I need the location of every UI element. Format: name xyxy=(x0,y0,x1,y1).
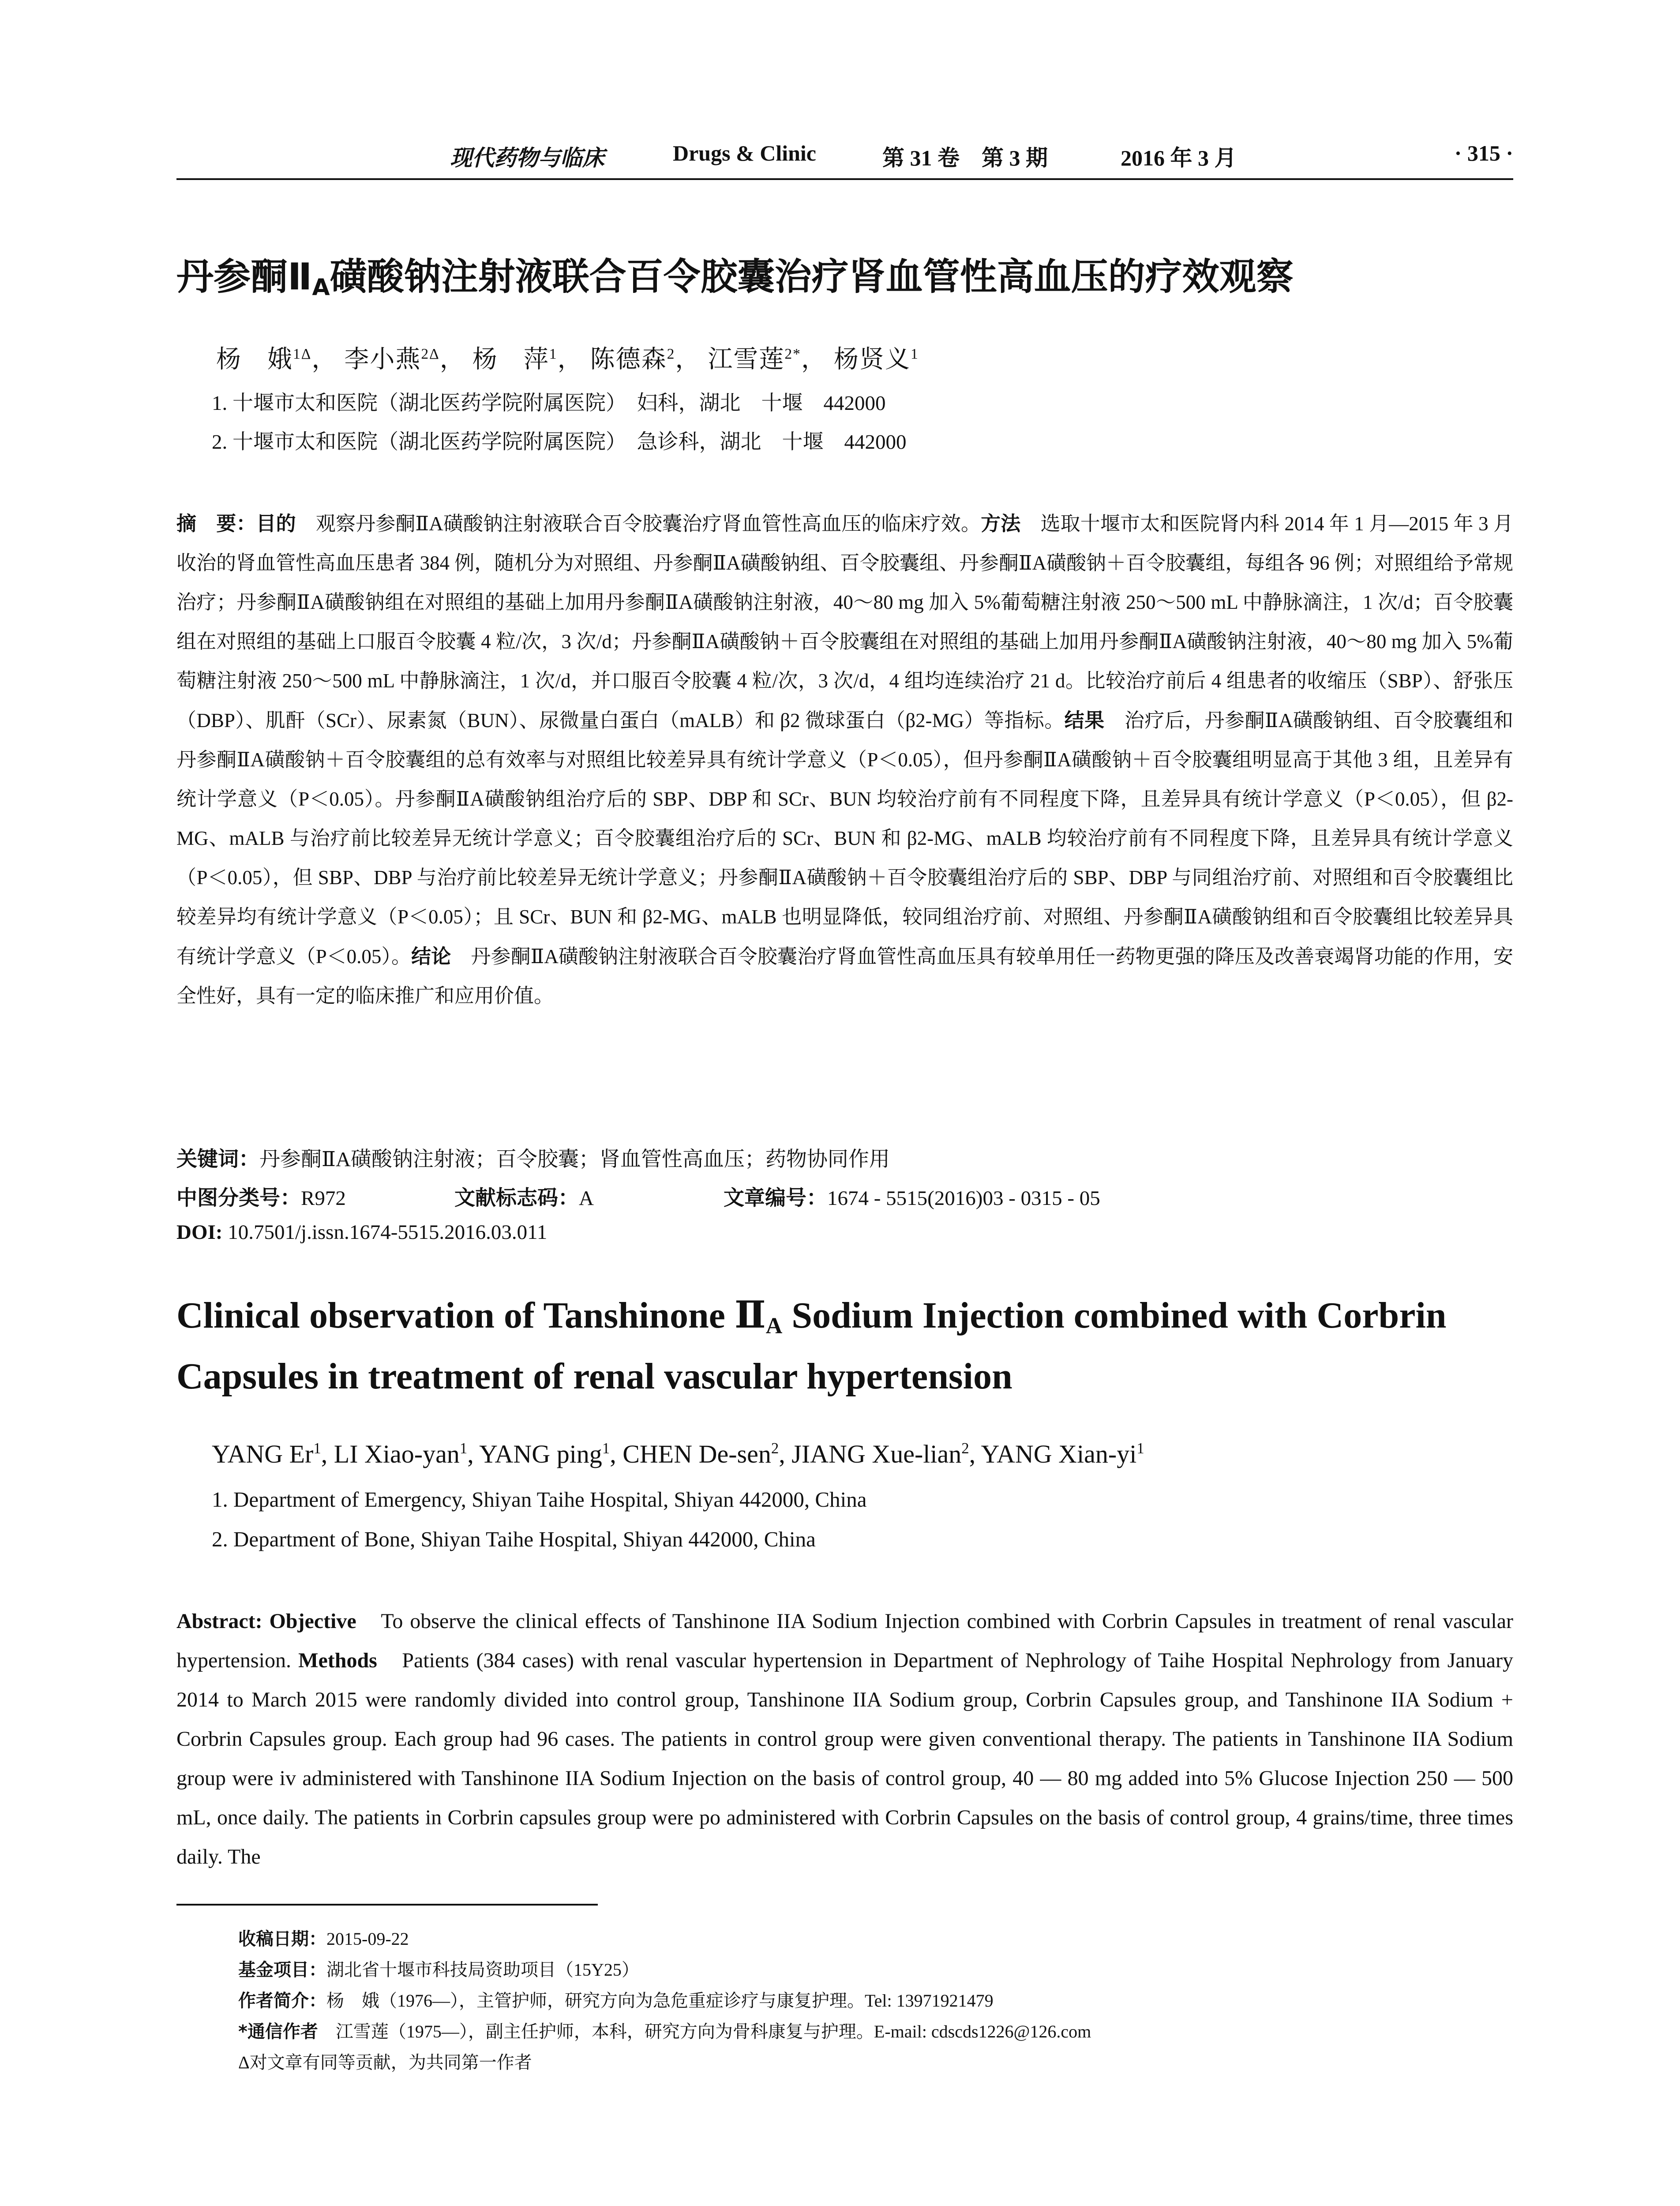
affiliation-cn-1: 1. 十堰市太和医院（湖北医药学院附属医院） 妇科，湖北 十堰 442000 xyxy=(212,392,886,415)
journal-name-en: Drugs & Clinic xyxy=(673,141,816,165)
abstract-en: Abstract: Objective To observe the clinical effects of Tanshinone IIA Sodium Injection combined with Corbrin Capsules in treatment of renal vascular hypertension. Methods Patients (384 cases) with renal vascular hypertension in Department of Nephrology of Taihe Hospital Nephrology from January 2014 to March 2015 were randomly divided into control group, Tanshinone IIA Sodium group, Corbrin Capsules group, and Tanshinone IIA Sodium + Corbrin Capsules group. Each group had 96 cases. The patients in control group were given conventional therapy. The patients in Tanshinone IIA Sodium group were iv administered with Tanshinone IIA Sodium Injection on the basis of control group, 40 — 80 mg added into 5% Glucose Injection 250 — 500 mL, once daily. The patients in Corbrin capsules group were po administered with Corbrin Capsules on the basis of control group, 4 grains/time, three times daily. The xyxy=(176,1609,1514,1868)
doi-line: DOI: 10.7501/j.issn.1674-5515.2016.03.011 xyxy=(176,1221,548,1244)
header-rule xyxy=(176,178,1513,180)
issue-date: 2016 年 3 月 xyxy=(1121,146,1237,170)
footnotes xyxy=(238,1924,1091,2078)
authors-cn: 杨 娥$^{1\Delta}$， 李小燕$^{2\Delta}$， 杨 萍$^1$， 陈德森$^2$， 江雪莲$^{2*}$， 杨贤义$^1$ xyxy=(216,345,919,373)
volume-issue: 第 31 卷 第 3 期 xyxy=(882,146,1048,170)
keywords-cn: 关键词：丹参酮ⅡA磺酸钠注射液；百令胶囊；肾血管性高血压；药物协同作用 xyxy=(176,1147,890,1171)
footnote-author: 作者简介：杨 娥（1976—），主管护师，研究方向为急危重症诊疗与康复护理。Tel: 13971921479 xyxy=(238,1991,994,2011)
footnote-received: 收稿日期：2015-09-22 xyxy=(238,1929,409,1949)
page-number: · 315 · xyxy=(1454,141,1513,165)
abstract-cn: 摘 要：目的 观察丹参酮ⅡA磺酸钠注射液联合百令胶囊治疗肾血管性高血压的临床疗效。方法 选取十堰市太和医院肾内科 2014 年 1 月—2015 年 3 月收治的肾血管性高血压患者 384 例，随机分为对照组、丹参酮ⅡA磺酸钠组、百令胶囊组、丹参酮ⅡA磺酸钠＋百令胶囊组，每组各 96 例；对照组给予常规治疗；丹参酮ⅡA磺酸钠组在对照组的基础上加用丹参酮ⅡA磺酸钠注射液，40～80 mg 加入 5%葡萄糖注射液 250～500 mL 中静脉滴注，1 次/d；百令胶囊组在对照组的基础上口服百令胶囊 4 粒/次，3 次/d；丹参酮ⅡA磺酸钠＋百令胶囊组在对照组的基础上加用丹参酮ⅡA磺酸钠注射液，40～80 mg 加入 5%葡萄糖注射液 250～500 mL 中静脉滴注，1 次/d，并口服百令胶囊 4 粒/次，3 次/d，4 组均连续治疗 21 d。比较治疗前后 4 组患者的收缩压（SBP）、舒张压（DBP）、肌酐（SCr）、尿素氮（BUN）、尿微量白蛋白（mALB）和 β2 微球蛋白（β2-MG）等指标。结果 治疗后，丹参酮ⅡA磺酸钠组、百令胶囊组和丹参酮ⅡA磺酸钠＋百令胶囊组的总有效率与对照组比较差异具有统计学意义（P＜0.05），但丹参酮ⅡA磺酸钠＋百令胶囊组明显高于其他 3 组，且差异有统计学意义（P＜0.05）。丹参酮ⅡA磺酸钠组治疗后的 SBP、DBP 和 SCr、BUN 均较治疗前有不同程度下降，且差异具有统计学意义（P＜0.05），但 β2-MG、mALB 与治疗前比较差异无统计学意义；百令胶囊组治疗后的 SCr、BUN 和 β2-MG、mALB 均较治疗前有不同程度下降，且差异具有统计学意义（P＜0.05），但 SBP、DBP 与治疗前比较差异无统计学意义；丹参酮ⅡA磺酸钠＋百令胶囊组治疗后的 SBP、DBP 与同组治疗前、对照组和百令胶囊组比较差异均有统计学意义（P＜0.05）；且 SCr、BUN 和 β2-MG、mALB 也明显降低，较同组治疗前、对照组、丹参酮ⅡA磺酸钠组和百令胶囊组比较差异具有统计学意义（P＜0.05）。结论 丹参酮ⅡA磺酸钠注射液联合百令胶囊治疗肾血管性高血压具有较单用任一药物更强的降压及改善衰竭肾功能的作用，安全性好，具有一定的临床推广和应用价值。 xyxy=(176,512,1513,1007)
title-cn: 丹参酮$Ⅱ_A$磺酸钠注射液联合百令胶囊治疗肾血管性高血压的疗效观察 xyxy=(176,255,1294,301)
footnote-fund: 基金项目：湖北省十堰市科技局资助项目（15Y25） xyxy=(238,1960,639,1980)
title-en: Clinical observation of Tanshinone $Ⅱ_A$ Sodium Injection combined with Corbrin Capsules in treatment of renal vascular hypertension xyxy=(176,1295,1447,1397)
affiliation-en-2: 2. Department of Bone, Shiyan Taihe Hospital, Shiyan 442000, China xyxy=(212,1527,816,1551)
footnote-corresponding: *通信作者 江雪莲（1975—），副主任护师，本科，研究方向为骨科康复与护理。E-mail: cdscds1226@126.com xyxy=(238,2022,1091,2042)
footnote-rule xyxy=(176,1904,598,1906)
journal-name-cn: 现代药物与临床 xyxy=(450,145,604,171)
authors-en: YANG Er$^1$, LI Xiao-yan$^1$, YANG ping$^1$, CHEN De-sen$^2$, JIANG Xue-lian$^2$, YANG Xian-$yi^1$ xyxy=(212,1440,1144,1468)
classification-line: 中图分类号：R972 文献标志码：A 文章编号：1674 - 5515(2016)03 - 0315 - 05 xyxy=(176,1186,1100,1210)
abstract-label-en: Abstract: Objective xyxy=(176,1609,356,1633)
affiliation-cn-2: 2. 十堰市太和医院（湖北医药学院附属医院） 急诊科，湖北 十堰 442000 xyxy=(212,431,907,454)
footnote-equal-contribution: Δ对文章有同等贡献，为共同第一作者 xyxy=(238,2052,532,2072)
doi-link[interactable]: 10.7501/j.issn.1674-5515.2016.03.011 xyxy=(222,1221,548,1244)
running-header xyxy=(176,140,1513,174)
affiliation-en-1: 1. Department of Emergency, Shiyan Taihe Hospital, Shiyan 442000, China xyxy=(212,1487,867,1512)
abstract-label-cn: 摘 要： xyxy=(176,512,256,535)
